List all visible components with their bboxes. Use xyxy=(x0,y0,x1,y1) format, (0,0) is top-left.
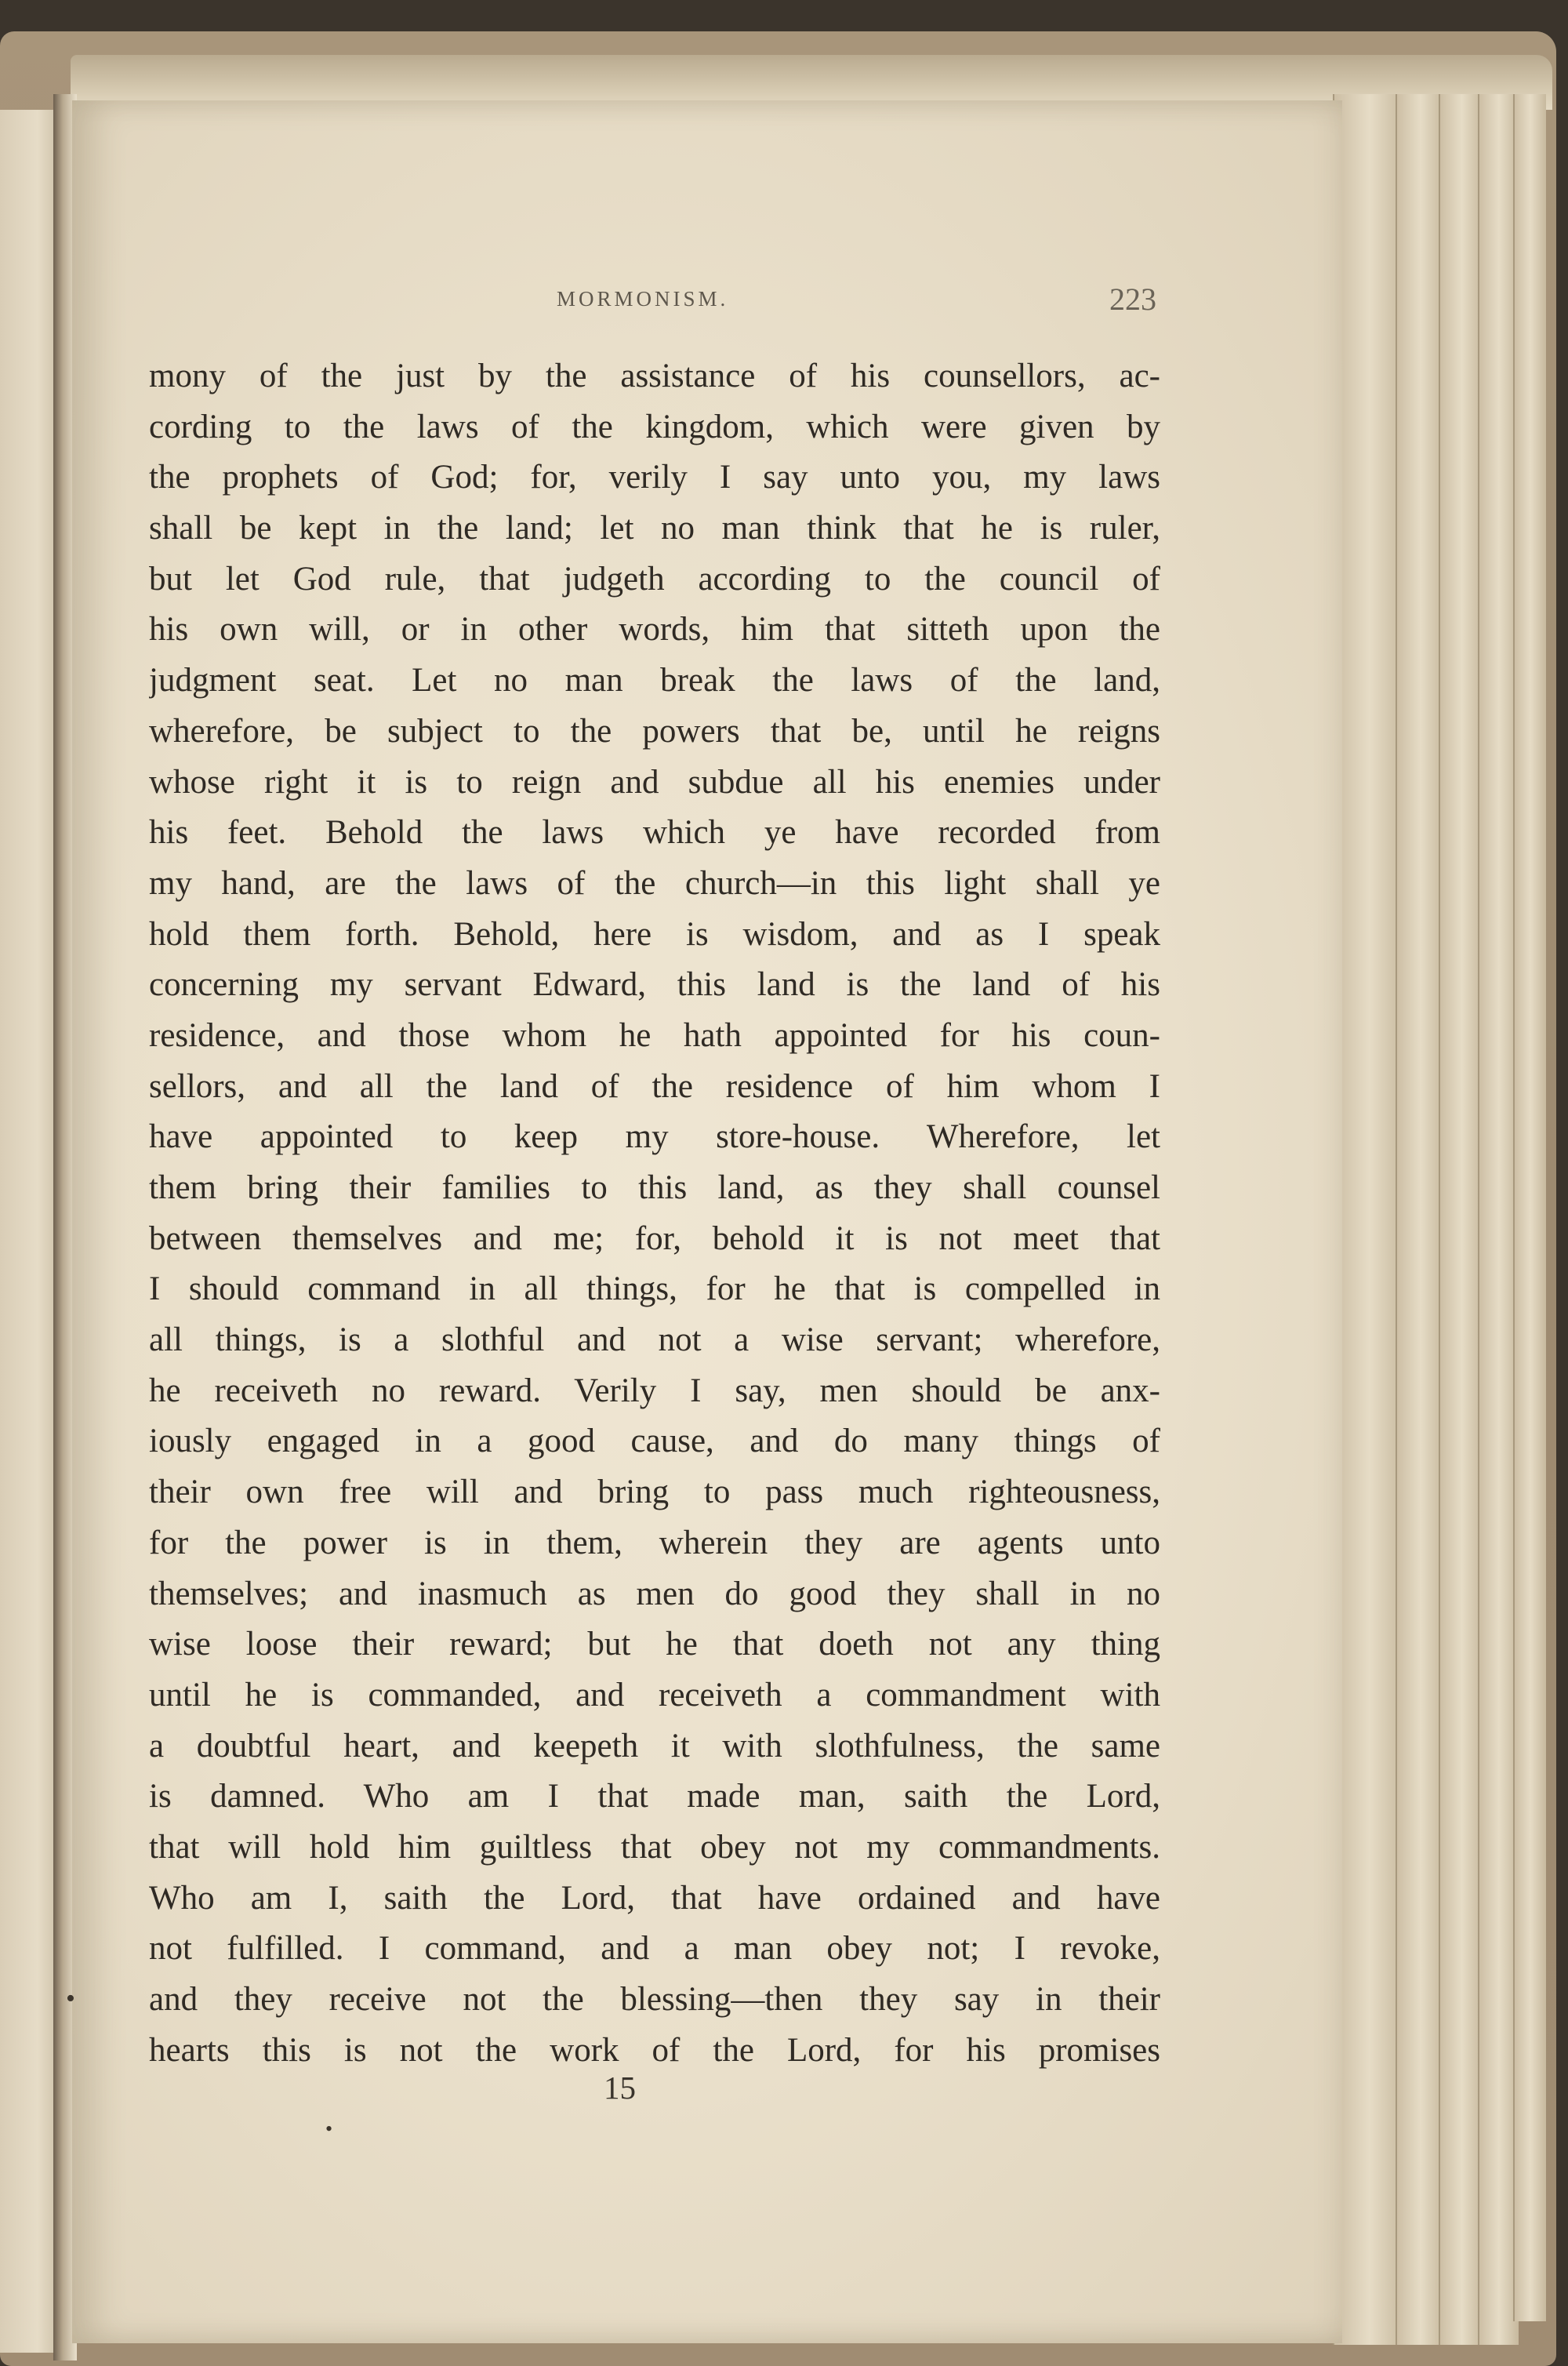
text-line: my hand, are the laws of the church—in this light shall ye xyxy=(149,864,1160,902)
text-line: I should command in all things, for he that is compelled in xyxy=(149,1270,1160,1308)
text-line: iously engaged in a good cause, and do many things of xyxy=(149,1423,1160,1460)
page-header xyxy=(153,282,1156,326)
text-line: them bring their families to this land, as they shall counsel xyxy=(149,1169,1160,1206)
text-line: that will hold him guiltless that obey not my commandments. xyxy=(149,1828,1160,1866)
text-line: themselves; and inasmuch as men do good they shall in no xyxy=(149,1575,1160,1612)
text-line: not fulfilled. I command, and a man obey not; I revoke, xyxy=(149,1930,1160,1968)
text-line: he receiveth no reward. Verily I say, men should be anx- xyxy=(149,1372,1160,1409)
page-stack-edge xyxy=(1333,94,1405,2345)
text-line: have appointed to keep my store-house. Wherefore, let xyxy=(149,1118,1160,1156)
text-line: hearts this is not the work of the Lord, for his promises xyxy=(149,2031,1160,2069)
body-text xyxy=(149,351,1160,2076)
text-line: whose right it is to reign and subdue all his enemies under xyxy=(149,763,1160,801)
text-line: the prophets of God; for, verily I say unto you, my laws xyxy=(149,459,1160,496)
page-stack-edge xyxy=(1396,94,1444,2345)
text-line: but let God rule, that judgeth according to the council of xyxy=(149,560,1160,598)
text-line: cording to the laws of the kingdom, which were given by xyxy=(149,408,1160,445)
text-line: concerning my servant Edward, this land is the land of his xyxy=(149,966,1160,1004)
text-line: residence, and those whom he hath appointed for his coun- xyxy=(149,1016,1160,1054)
text-line: his own will, or in other words, him that sitteth upon the xyxy=(149,611,1160,649)
text-line: shall be kept in the land; let no man think that he is ruler, xyxy=(149,510,1160,547)
text-line: his feet. Behold the laws which ye have recorded from xyxy=(149,814,1160,852)
text-line: all things, is a slothful and not a wise servant; wherefore, xyxy=(149,1321,1160,1359)
text-line: for the power is in them, wherein they are agents unto xyxy=(149,1524,1160,1561)
text-line: between themselves and me; for, behold it is not meet that xyxy=(149,1219,1160,1257)
text-line: wise loose their reward; but he that doeth not any thing xyxy=(149,1626,1160,1663)
text-line: hold them forth. Behold, here is wisdom, and as I speak xyxy=(149,915,1160,953)
text-line: and they receive not the blessing—then they say in their xyxy=(149,1981,1160,2018)
text-line: mony of the just by the assistance of his counsellors, ac- xyxy=(149,358,1160,394)
page-stack-edge xyxy=(1513,94,1546,2321)
running-head: MORMONISM. xyxy=(557,287,729,311)
text-line: is damned. Who am I that made man, saith the Lord, xyxy=(149,1778,1160,1815)
page-number: 223 xyxy=(1109,282,1156,317)
text-line: judgment seat. Let no man break the laws of the land, xyxy=(149,662,1160,700)
text-line: sellors, and all the land of the residence of him whom I xyxy=(149,1067,1160,1105)
ink-speck: • xyxy=(66,1984,75,2013)
page-stack-edge xyxy=(1439,94,1483,2345)
text-line: wherefore, be subject to the powers that be, until he reigns xyxy=(149,712,1160,750)
text-line: their own free will and bring to pass much righteousness, xyxy=(149,1474,1160,1511)
signature-mark: 15 xyxy=(604,2070,636,2106)
text-line: a doubtful heart, and keepeth it with slothfulness, the same xyxy=(149,1727,1160,1765)
ink-speck: • xyxy=(325,2117,333,2140)
text-line: Who am I, saith the Lord, that have ordained and have xyxy=(149,1879,1160,1917)
text-line: until he is commanded, and receiveth a commandment with xyxy=(149,1676,1160,1714)
